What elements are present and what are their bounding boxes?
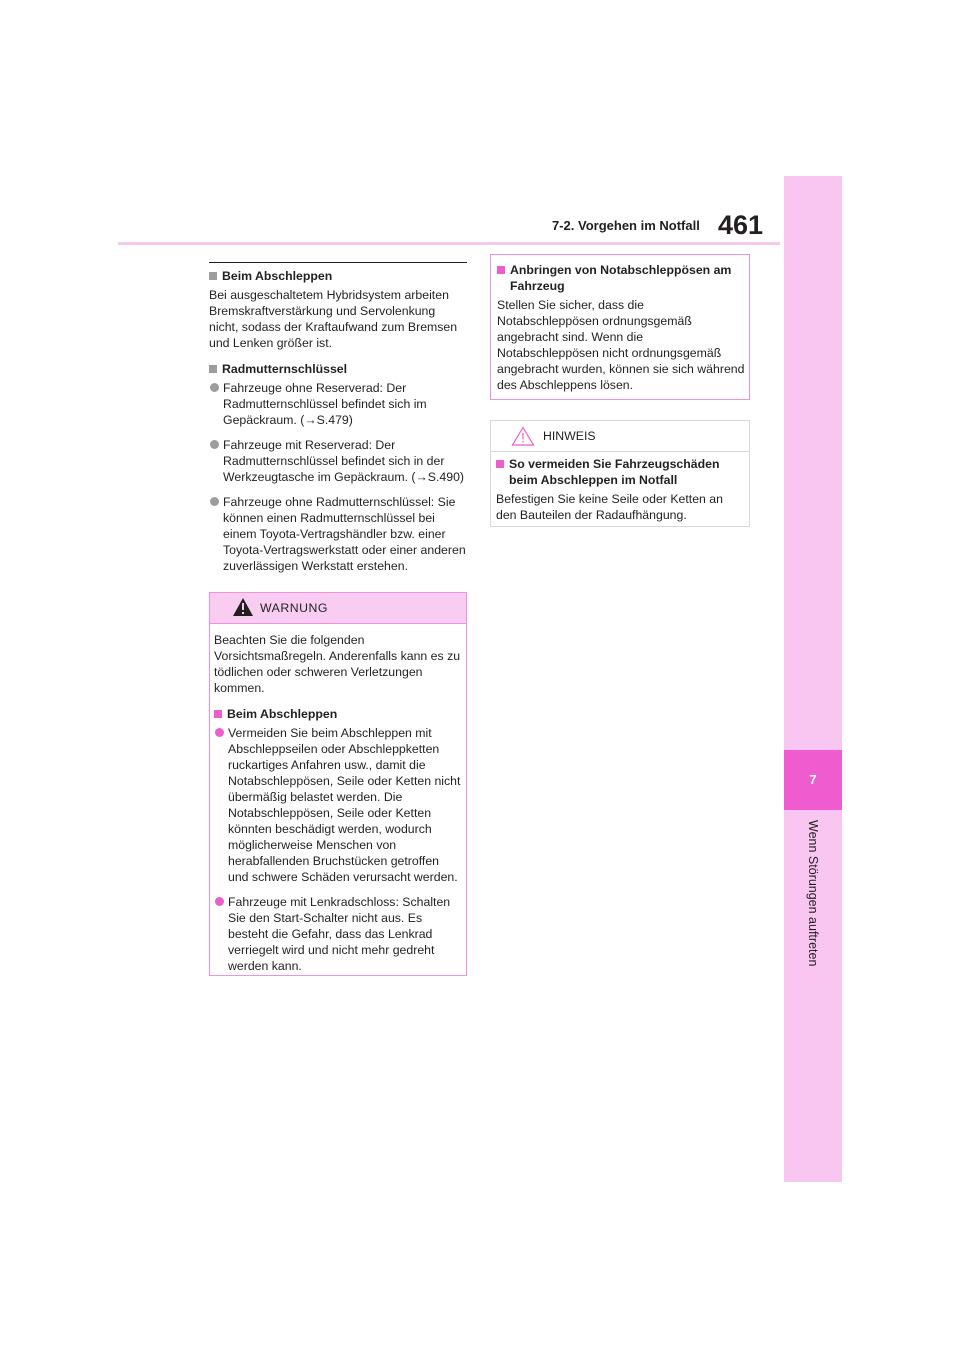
section-title: 7-2. Vorgehen im Notfall: [552, 218, 700, 233]
attach-info-box: [490, 254, 750, 400]
list-item: Fahrzeuge mit Lenkradschloss: Schalten Sie den Start-Schalter nicht aus. Es besteht die Gefahr, dass das Lenkrad verriegelt wird und nicht mehr gedreht werden kann.: [214, 894, 462, 974]
warning-subheading: Beim Abschleppen: [214, 706, 462, 722]
list-item: Fahrzeuge ohne Radmutternschlüssel: Sie können einen Radmutternschlüssel bei einem Toyota-Vertragshändler bzw. einer Toyota-Vertragswerkstatt oder einer anderen zuverlässigen Werkstatt erstehen.: [209, 494, 467, 574]
warning-header: [210, 593, 466, 624]
square-bullet-icon: [497, 266, 505, 274]
note-text: Befestigen Sie keine Seile oder Ketten an den Bauteilen der Radaufhängung.: [496, 492, 723, 522]
caution-triangle-outline-icon: [511, 426, 535, 446]
warning-title: WARNUNG: [260, 601, 328, 615]
warning-triangle-icon: [232, 597, 254, 617]
page-number: 461: [718, 210, 764, 240]
note-box: [490, 420, 750, 527]
section-divider: [209, 262, 467, 263]
section-heading-towing: Beim Abschleppen: [209, 268, 467, 284]
circle-bullet-icon: [210, 497, 219, 506]
chapter-number-tab[interactable]: 7: [784, 750, 842, 810]
square-bullet-icon: [209, 272, 217, 280]
section-heading-wrench: Radmutternschlüssel: [209, 361, 467, 377]
list-item: Fahrzeuge mit Reserverad: Der Radmutternschlüssel befindet sich in der Werkzeugtasche im Gepäckraum. (→S.490): [209, 437, 467, 485]
circle-bullet-icon: [215, 728, 224, 737]
square-bullet-icon: [496, 460, 504, 468]
square-bullet-icon: [214, 710, 222, 718]
chapter-side-strip: [784, 176, 842, 1182]
note-header: [491, 421, 749, 452]
attach-text: Stellen Sie sicher, dass die Notabschleppösen ordnungsgemäß angebracht sind. Wenn die Notabschleppösen nicht ordnungsgemäß angebracht wurden, können sie sich während des Abschleppens lösen.: [497, 298, 745, 392]
list-item: Vermeiden Sie beim Abschleppen mit Abschleppseilen oder Abschleppketten ruckartiges Anfahren usw., damit die Notabschleppösen, Seile oder Ketten nicht übermäßig belastet werden. Die Notabschleppösen, Seile oder Ketten könnten beschädigt werden, wodurch möglicherweise Menschen von herabfallenden Bruchstücken getroffen und schwere Schäden verursacht werden.: [214, 725, 462, 885]
note-title: HINWEIS: [543, 429, 596, 443]
note-heading: So vermeiden Sie Fahrzeugschäden beim Abschleppen im Notfall: [496, 456, 745, 488]
list-item: Fahrzeuge ohne Reserverad: Der Radmutternschlüssel befindet sich im Gepäckraum. (→S.479): [209, 380, 467, 428]
warning-intro: Beachten Sie die folgenden Vorsichtsmaßregeln. Anderenfalls kann es zu tödlichen oder schweren Verletzungen kommen.: [214, 633, 461, 695]
circle-bullet-icon: [215, 897, 224, 906]
warning-box: [209, 592, 467, 976]
circle-bullet-icon: [210, 440, 219, 449]
circle-bullet-icon: [210, 383, 219, 392]
left-column: [209, 262, 467, 583]
header-rule: [118, 242, 780, 245]
chapter-title: Wenn Störungen auftreten: [806, 820, 820, 967]
towing-text: Bei ausgeschaltetem Hybridsystem arbeiten Bremskraftverstärkung und Servolenkung nicht, sodass der Kraftaufwand zum Bremsen und Lenken größer ist.: [209, 288, 458, 350]
square-bullet-icon: [209, 365, 217, 373]
chapter-title-vertical: [790, 820, 836, 980]
attach-heading: Anbringen von Notabschleppösen am Fahrzeug: [497, 262, 745, 294]
